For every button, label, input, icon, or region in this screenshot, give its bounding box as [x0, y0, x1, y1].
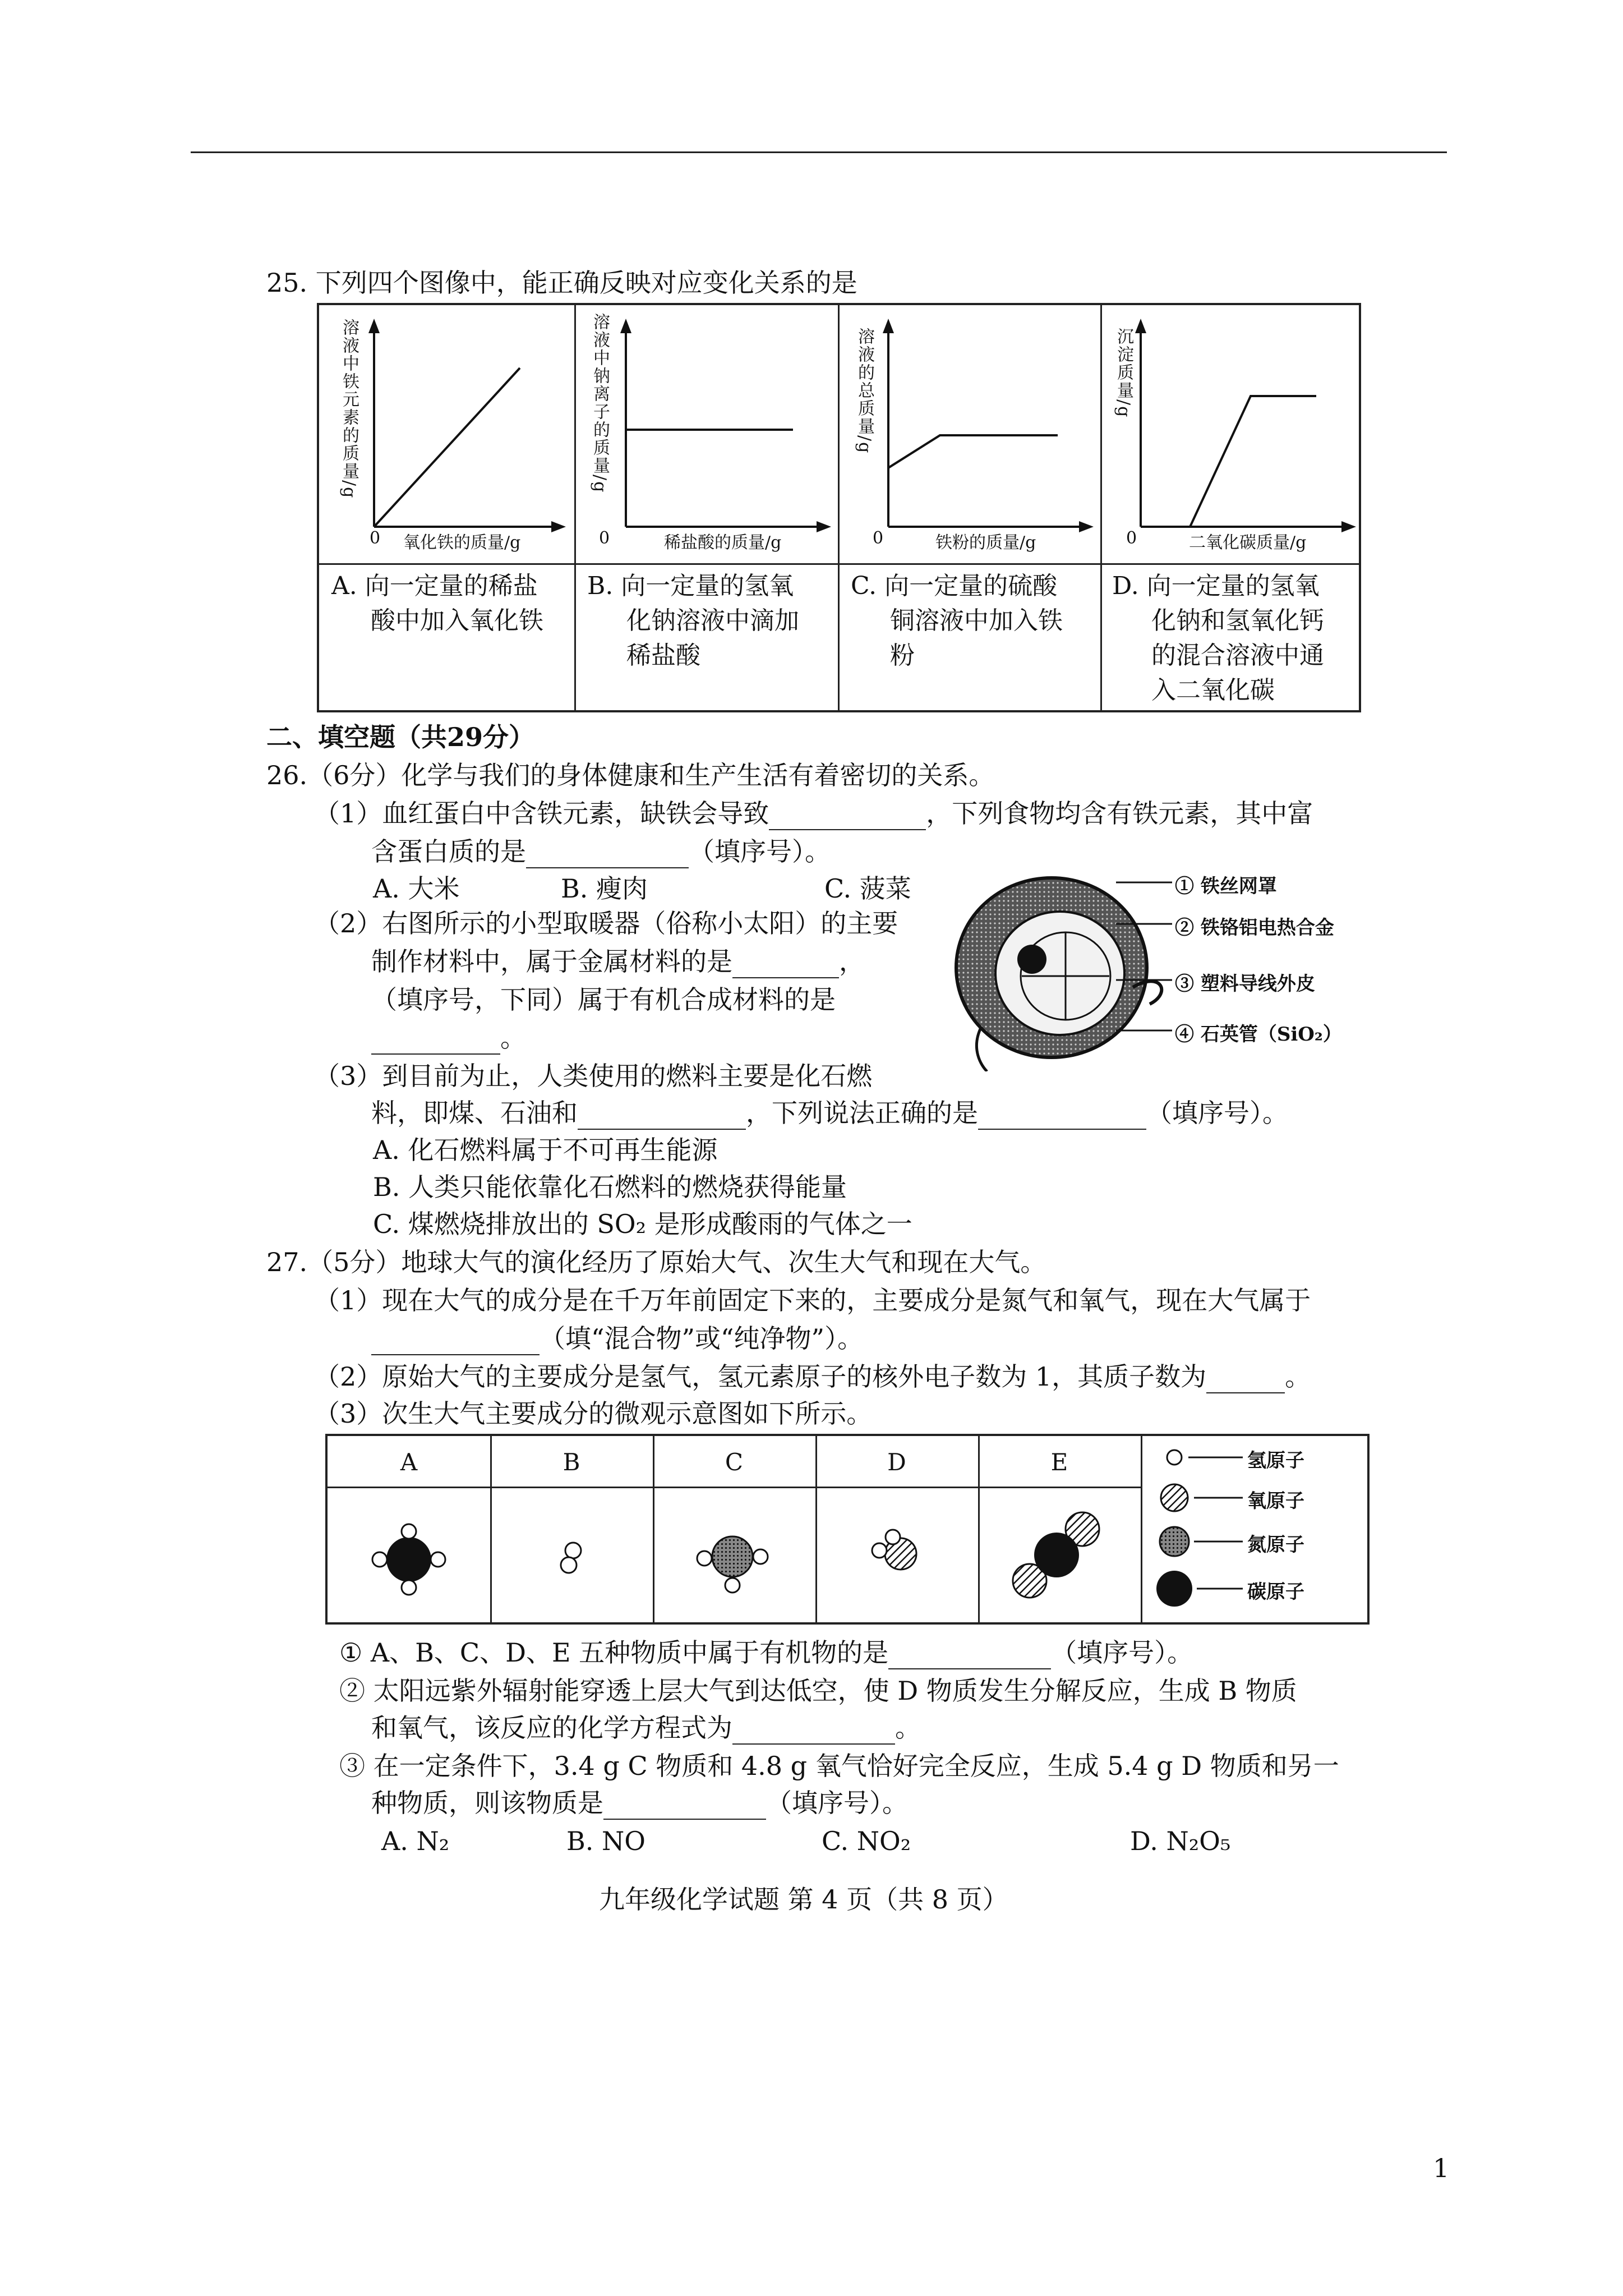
graph-c [838, 305, 1100, 563]
header-rule [191, 151, 1447, 153]
heater-label-2: ② 铁铬铝电热合金 [1175, 917, 1334, 939]
molecule-header-c: C [725, 1448, 744, 1476]
heater-label-3: ③ 塑料导线外皮 [1175, 973, 1315, 995]
molecule-legend-icons [1156, 1450, 1243, 1607]
graph-c-ylabel: 溶液的总质量/g [855, 328, 874, 454]
graph-a-line [374, 368, 520, 527]
graph-a-origin: 0 [370, 528, 381, 548]
heater-label-1: ① 铁丝网罩 [1175, 875, 1277, 898]
graph-c-origin: 0 [873, 528, 884, 548]
q26-p2-line4: 。 [371, 1021, 526, 1055]
q27-s3-line2: 种物质，则该物质是 （填序号）。 [371, 1786, 908, 1820]
graph-b-ylabel: 溶液中钠离子的质量/g [590, 313, 610, 494]
q26-p1-line2: 含蛋白质的是 （填序号）。 [371, 835, 831, 868]
q26-blank-1[interactable] [769, 804, 926, 830]
molecule-e [1013, 1512, 1099, 1598]
legend-carbon: 碳原子 [1247, 1581, 1304, 1603]
q27-opt-b: B. NO [566, 1826, 646, 1856]
graph-d-origin: 0 [1126, 528, 1137, 548]
q26-stem: 26.（6分）化学与我们的身体健康和生产生活有着密切的关系。 [266, 760, 995, 790]
q26-blank-4[interactable] [371, 1029, 500, 1055]
graph-a [319, 305, 574, 563]
q26-p3-option-c: C. 煤燃烧排放出的 SO₂ 是形成酸雨的气体之一 [373, 1209, 912, 1239]
q27-s2-line1: ② 太阳远紫外辐射能穿透上层大气到达低空，使 D 物质发生分解反应，生成 B 物质 [339, 1676, 1297, 1706]
q27-blank-5[interactable] [603, 1794, 766, 1820]
q26-p3-option-b: B. 人类只能依靠化石燃料的燃烧获得能量 [373, 1172, 847, 1202]
graph-a-xlabel: 氧化铁的质量/g [403, 533, 521, 553]
q27-p3: （3）次生大气主要成分的微观示意图如下所示。 [314, 1398, 873, 1429]
heater-label-4: ④ 石英管（SiO₂） [1175, 1023, 1342, 1046]
molecule-header-e: E [1050, 1448, 1068, 1476]
q27-blank-4[interactable] [732, 1719, 895, 1745]
q25-option-c: C. 向一定量的硫酸 铜溶液中加入铁 粉 [851, 572, 1063, 670]
q27-opt-a: A. N₂ [381, 1826, 450, 1856]
q27-blank-1[interactable] [371, 1329, 540, 1355]
molecule-b [561, 1543, 581, 1573]
q25-option-b: B. 向一定量的氢氧 化钠溶液中滴加 稀盐酸 [587, 572, 799, 670]
legend-hydrogen: 氢原子 [1247, 1450, 1304, 1472]
q26-blank-6[interactable] [978, 1104, 1146, 1130]
graph-d-plot [1100, 305, 1363, 563]
q26-blank-2[interactable] [526, 843, 689, 868]
graph-b [574, 305, 838, 563]
q26-opt-b: B. 瘦肉 [561, 873, 648, 904]
q25-option-a: A. 向一定量的稀盐 酸中加入氧化铁 [331, 572, 543, 635]
page-number: 1 [1433, 2153, 1450, 2183]
q25-graph-table [317, 303, 1361, 712]
page-footer: 九年级化学试题 第 4 页（共 8 页） [599, 1884, 1008, 1915]
q26-p1-line1: （1）血红蛋白中含铁元素，缺铁会导致 ，下列食物均含有铁元素，其中富 [314, 797, 1313, 830]
q26-p2-line3: （填序号，下同）属于有机合成材料的是 [371, 984, 836, 1015]
molecule-header-a: A [400, 1448, 418, 1476]
q27-blank-2[interactable] [1206, 1368, 1285, 1393]
q26-blank-5[interactable] [578, 1104, 746, 1130]
q26-p3-option-a: A. 化石燃料属于不可再生能源 [373, 1135, 718, 1165]
q26-p3-line1: （3）到目前为止，人类使用的燃料主要是化石燃 [314, 1061, 873, 1091]
q27-s3-line1: ③ 在一定条件下，3.4 g C 物质和 4.8 g 氧气恰好完全反应，生成 5.4 g D 物质和另一 [339, 1751, 1339, 1781]
graph-d-line [1141, 396, 1316, 527]
graph-c-xlabel: 铁粉的质量/g [935, 533, 1036, 553]
graph-d-xlabel: 二氧化碳质量/g [1189, 533, 1307, 553]
graph-d [1100, 305, 1363, 563]
q26-p3-line2: 料，即煤、石油和 ，下列说法正确的是 （填序号）。 [371, 1096, 1288, 1130]
molecule-c [697, 1536, 768, 1593]
molecule-table [325, 1434, 1370, 1625]
section-2-title: 二、填空题（共29分） [266, 722, 535, 752]
q26-opt-a: A. 大米 [373, 873, 460, 904]
molecule-a [372, 1524, 445, 1595]
molecule-header-b: B [562, 1448, 580, 1476]
q27-opt-d: D. N₂O₅ [1130, 1826, 1231, 1856]
molecule-header-d: D [887, 1448, 906, 1476]
graph-b-xlabel: 稀盐酸的质量/g [664, 533, 782, 553]
graph-b-plot [574, 305, 838, 563]
q27-s1: ① A、B、C、D、E 五种物质中属于有机物的是 （填序号）。 [339, 1636, 1193, 1669]
q27-p1-line1: （1）现在大气的成分是在千万年前固定下来的，主要成分是氮气和氧气，现在大气属于 [314, 1285, 1311, 1315]
q27-opt-c: C. NO₂ [822, 1826, 911, 1856]
graph-c-line [888, 435, 1058, 468]
q26-blank-3[interactable] [732, 953, 839, 978]
q27-s2-line2: 和氧气，该反应的化学方程式为 。 [371, 1711, 921, 1745]
heater-leader-lines [1116, 872, 1172, 1041]
q27-stem: 27.（5分）地球大气的演化经历了原始大气、次生大气和现在大气。 [266, 1247, 1046, 1277]
graph-a-ylabel: 溶液中铁元素的质量/g [339, 319, 359, 499]
q26-p2-line2: 制作材料中，属于金属材料的是 ， [371, 945, 865, 978]
q25-option-d: D. 向一定量的氢氧 化钠和氢氧化钙 的混合溶液中通 入二氧化碳 [1112, 572, 1324, 705]
q25-stem: 25. 下列四个图像中，能正确反映对应变化关系的是 [266, 268, 857, 298]
legend-oxygen: 氧原子 [1247, 1490, 1304, 1512]
q27-p1-line2: （填“混合物”或“纯净物”）。 [371, 1322, 863, 1355]
legend-nitrogen: 氮原子 [1247, 1534, 1304, 1556]
q26-p2-line1: （2）右图所示的小型取暖器（俗称小太阳）的主要 [314, 908, 898, 938]
molecule-diagrams [328, 1436, 1368, 1625]
q27-blank-3[interactable] [888, 1644, 1051, 1669]
graph-b-origin: 0 [599, 528, 610, 548]
graph-c-plot [838, 305, 1100, 563]
q26-opt-c: C. 菠菜 [824, 873, 911, 904]
graph-d-ylabel: 沉淀质量/g [1114, 328, 1133, 418]
graph-a-plot [319, 305, 574, 563]
molecule-d [872, 1530, 916, 1570]
q27-p2: （2）原始大气的主要成分是氢气，氢元素原子的核外电子数为 1，其质子数为 。 [314, 1360, 1311, 1393]
